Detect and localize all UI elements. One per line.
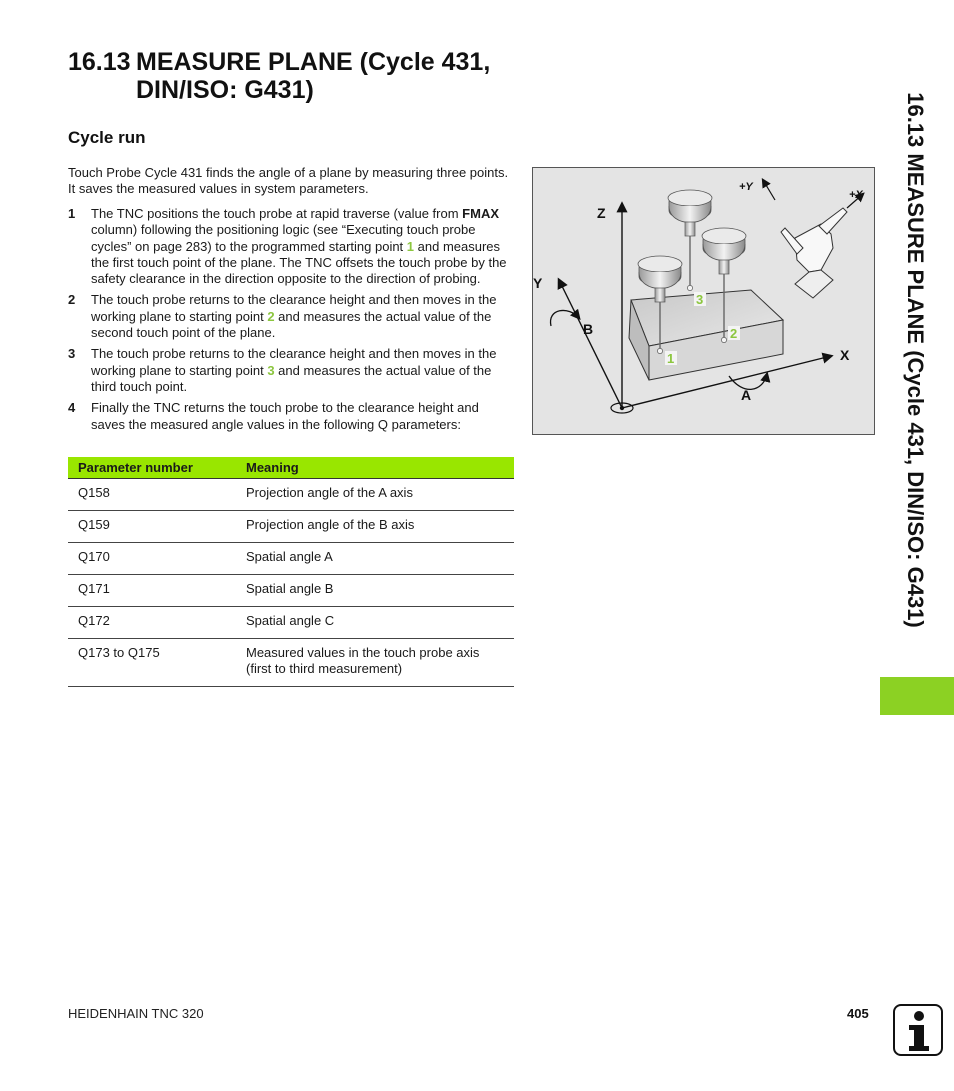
table-row (68, 638, 514, 686)
step-3 (68, 346, 513, 395)
plus-y-label: +Y (739, 181, 753, 193)
x-axis-label: X (840, 347, 850, 363)
intro-paragraph: Touch Probe Cycle 431 finds the angle of a plane by measuring three points. It saves the measured values in system parameters. (68, 165, 509, 197)
step-4 (68, 400, 513, 433)
point-2-label: 2 (730, 326, 738, 341)
table-header-row (68, 457, 514, 478)
page-number: 405 (847, 1006, 869, 1021)
table-row (68, 574, 514, 606)
step-text: and measures the actual value of the third touch point. (91, 362, 492, 394)
step-number: 2 (68, 292, 76, 308)
measure-plane-figure (532, 167, 875, 435)
column-header: Meaning (236, 457, 514, 478)
param-number: Q159 (68, 510, 236, 542)
step-text: The touch probe returns to the clearance height and then moves in the working plane to starting point (91, 346, 497, 378)
info-icon (893, 1004, 943, 1056)
b-axis-label: B (583, 321, 594, 337)
z-axis-label: Z (597, 205, 606, 221)
step-text: and measures the first touch point of the plane. The TNC offsets the touch probe by the safety clearance in the direction opposite to the direction of probing. (91, 238, 507, 287)
step-number: 4 (68, 400, 76, 416)
step-2 (68, 292, 513, 341)
param-meaning: Projection angle of the B axis (236, 510, 514, 542)
step-number: 1 (68, 206, 76, 221)
right-hand-rule-icon (763, 180, 863, 298)
step-text: column) following the positioning logic (see “Executing touch probe cycles” on page 283) to the programmed starting point (91, 222, 476, 254)
param-number: Q171 (68, 574, 236, 606)
table-row (68, 542, 514, 574)
step-text: The TNC positions the touch probe at rapid traverse (value from (91, 206, 463, 221)
point-marker: 2 (267, 308, 275, 324)
step-list (68, 206, 513, 438)
param-number: Q170 (68, 542, 236, 574)
a-axis-label: A (741, 387, 752, 403)
point-1-label: 1 (667, 351, 675, 366)
subheading: Cycle run (68, 128, 146, 147)
param-meaning: Projection angle of the A axis (236, 478, 514, 510)
param-meaning: Measured values in the touch probe axis (first to third measurement) (236, 638, 514, 686)
step-1 (68, 206, 513, 287)
step-text: The touch probe returns to the clearance height and then moves in the working plane to starting point (91, 292, 497, 324)
step-number: 3 (68, 346, 76, 362)
param-meaning: Spatial angle B (236, 574, 514, 606)
param-meaning: Spatial angle A (236, 542, 514, 574)
side-running-title: 16.13 MEASURE PLANE (Cycle 431, DIN/ISO: G431) (903, 92, 928, 628)
plus-x-label: +X (849, 189, 863, 201)
section-number: 16.13 (68, 48, 131, 76)
y-axis (559, 280, 622, 408)
column-header: Parameter number (68, 457, 236, 478)
table-row (68, 478, 514, 510)
param-meaning: Spatial angle C (236, 606, 514, 638)
chapter-tab-marker (880, 677, 954, 715)
step-text: and measures the actual value of the second touch point of the plane. (91, 308, 492, 341)
point-marker: 3 (267, 362, 275, 378)
param-number: Q158 (68, 478, 236, 510)
step-keyword: FMAX (462, 206, 500, 221)
parameter-table (68, 457, 514, 687)
point-3-label: 3 (696, 292, 704, 307)
point-marker: 1 (406, 238, 415, 254)
param-number: Q172 (68, 606, 236, 638)
param-number: Q173 to Q175 (68, 638, 236, 686)
y-axis-label: Y (533, 275, 543, 291)
footer-product: HEIDENHAIN TNC 320 (68, 1006, 204, 1021)
table-row (68, 510, 514, 542)
table-row (68, 606, 514, 638)
step-text: Finally the TNC returns the touch probe to the clearance height and saves the measured angle values in the following Q parameters: (91, 400, 479, 432)
section-title-line2: DIN/ISO: G431) (136, 76, 314, 104)
figure-drawing (533, 168, 875, 435)
section-title-line1: MEASURE PLANE (Cycle 431, (136, 48, 491, 76)
